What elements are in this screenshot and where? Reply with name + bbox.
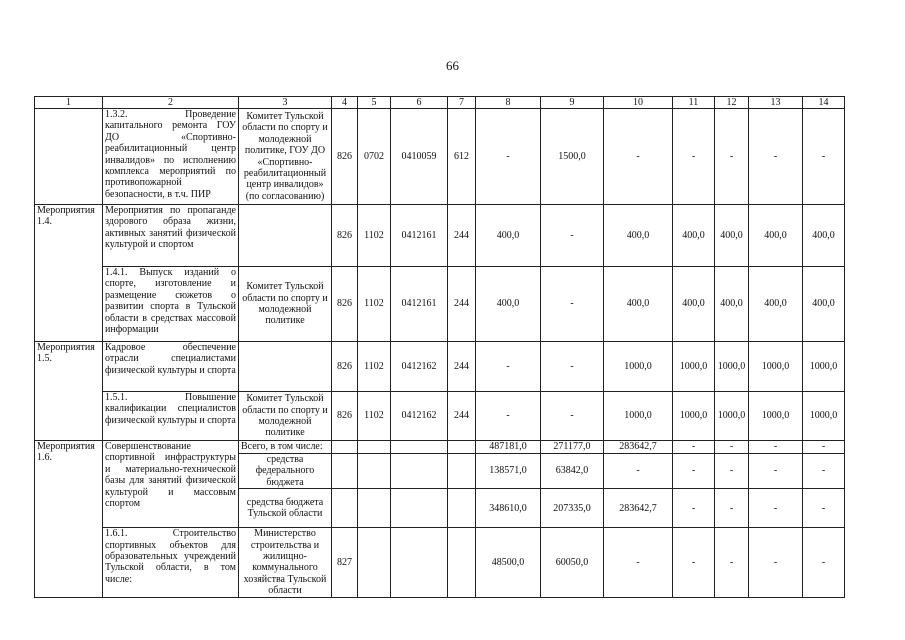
cell: 826 [332, 342, 358, 392]
col-header: 10 [604, 97, 673, 109]
executor-cell: средства федерального бюджета [239, 454, 332, 489]
cell: 400,0 [476, 205, 541, 267]
cell: - [749, 454, 803, 489]
cell [358, 528, 391, 597]
cell: 400,0 [749, 267, 803, 342]
cell: 0412162 [391, 342, 448, 392]
cell: 400,0 [673, 205, 715, 267]
cell: 400,0 [715, 267, 749, 342]
cell: 1102 [358, 392, 391, 441]
cell: 48500,0 [476, 528, 541, 597]
cell: 400,0 [604, 267, 673, 342]
empty-cell [35, 109, 103, 205]
table-row [35, 205, 845, 267]
cell: 400,0 [803, 205, 845, 267]
cell: - [715, 109, 749, 205]
cell: 1000,0 [604, 342, 673, 392]
cell: 400,0 [604, 205, 673, 267]
cell: 283642,7 [604, 441, 673, 454]
cell: 400,0 [715, 205, 749, 267]
cell [391, 489, 448, 528]
activity-name: 1.4.1. Выпуск изданий о спорте, изготовление и размещение сюжетов о развитии спорта в Тульской области в средствах массовой информации [103, 267, 239, 342]
activity-label: Мероприятия 1.6. [35, 441, 103, 598]
cell: - [541, 205, 604, 267]
cell: 826 [332, 109, 358, 205]
cell: - [476, 342, 541, 392]
cell: 827 [332, 528, 358, 597]
cell [332, 441, 358, 454]
cell: - [476, 392, 541, 441]
cell: - [476, 109, 541, 205]
cell: - [749, 109, 803, 205]
cell: 1000,0 [604, 392, 673, 441]
cell [358, 489, 391, 528]
cell: 1102 [358, 205, 391, 267]
cell: - [749, 441, 803, 454]
cell: - [749, 489, 803, 528]
cell: 1102 [358, 267, 391, 342]
table-row [35, 109, 845, 205]
cell: 1000,0 [803, 392, 845, 441]
activity-name: 1.3.2. Проведение капитального ремонта ГОУ ДО «Спортивно-реабилитационный центр инвалидов» по исполнению комплекса мероприятий по противопожарной безопасности, в т.ч. ПИР [103, 109, 239, 205]
cell: - [715, 528, 749, 597]
cell: 60050,0 [541, 528, 604, 597]
cell [448, 441, 476, 454]
cell [448, 454, 476, 489]
executor-cell [239, 342, 332, 392]
cell [448, 528, 476, 597]
cell: 1102 [358, 342, 391, 392]
cell [358, 454, 391, 489]
col-header: 3 [239, 97, 332, 109]
col-header: 6 [391, 97, 448, 109]
col-header: 4 [332, 97, 358, 109]
cell: 1000,0 [749, 392, 803, 441]
cell: - [673, 454, 715, 489]
executor-cell: Комитет Тульской области по спорту и молодежной политике [239, 267, 332, 342]
executor-cell: Министерство строительства и жилищно-коммунального хозяйства Тульской области [239, 528, 332, 597]
executor-cell [239, 205, 332, 267]
col-header: 12 [715, 97, 749, 109]
cell [391, 528, 448, 597]
cell: - [803, 528, 845, 597]
activity-name: Совершенствование спортивной инфраструктуры и материально-технической базы для занятий физической культурой и массовым спортом [103, 441, 239, 528]
cell: 0412162 [391, 392, 448, 441]
cell: 1000,0 [749, 342, 803, 392]
cell: 207335,0 [541, 489, 604, 528]
cell: - [673, 109, 715, 205]
cell: - [803, 441, 845, 454]
cell: 400,0 [673, 267, 715, 342]
activity-name: 1.6.1. Строительство спортивных объектов для образовательных учреждений Тульской области, в том числе: [103, 528, 239, 597]
cell: - [673, 489, 715, 528]
cell: 283642,7 [604, 489, 673, 528]
cell: 612 [448, 109, 476, 205]
cell: 0702 [358, 109, 391, 205]
cell: 1000,0 [803, 342, 845, 392]
cell: 244 [448, 205, 476, 267]
cell: - [541, 342, 604, 392]
cell: 400,0 [749, 205, 803, 267]
cell: 1000,0 [673, 342, 715, 392]
cell [358, 441, 391, 454]
cell: 244 [448, 342, 476, 392]
cell: 1000,0 [715, 392, 749, 441]
cell: 1000,0 [715, 342, 749, 392]
cell: - [541, 392, 604, 441]
cell: - [673, 441, 715, 454]
activity-name: 1.5.1. Повышение квалификации специалистов физической культуры и спорта [103, 392, 239, 441]
cell: - [604, 528, 673, 597]
cell [391, 441, 448, 454]
header-row [35, 97, 845, 109]
col-header: 14 [803, 97, 845, 109]
cell: 826 [332, 392, 358, 441]
cell: - [604, 454, 673, 489]
cell: - [541, 267, 604, 342]
cell [332, 454, 358, 489]
activity-label: Мероприятия 1.5. [35, 342, 103, 441]
table-row [35, 528, 845, 597]
activity-name: Кадровое обеспечение отрасли специалистами физической культуры и спорта [103, 342, 239, 392]
col-header: 9 [541, 97, 604, 109]
table-row [35, 441, 845, 454]
col-header: 5 [358, 97, 391, 109]
cell: 400,0 [476, 267, 541, 342]
cell: - [715, 441, 749, 454]
cell: 0412161 [391, 267, 448, 342]
cell: - [715, 454, 749, 489]
cell: 244 [448, 267, 476, 342]
cell [391, 454, 448, 489]
col-header: 1 [35, 97, 103, 109]
page-number: 66 [446, 58, 459, 73]
executor-cell: Комитет Тульской области по спорту и молодежной политике [239, 392, 332, 441]
col-header: 8 [476, 97, 541, 109]
table-row [35, 342, 845, 392]
table-row [35, 392, 845, 441]
cell: - [715, 489, 749, 528]
cell: - [604, 109, 673, 205]
table-row [35, 267, 845, 342]
col-header: 7 [448, 97, 476, 109]
cell: 826 [332, 267, 358, 342]
cell: 138571,0 [476, 454, 541, 489]
cell: 0412161 [391, 205, 448, 267]
cell: 826 [332, 205, 358, 267]
executor-cell: средства бюджета Тульской области [239, 489, 332, 528]
executor-cell: Комитет Тульской области по спорту и молодежной политике, ГОУ ДО «Спортивно-реабилитационный центр инвалидов» (по согласованию) [239, 109, 332, 205]
cell: - [749, 528, 803, 597]
cell [448, 489, 476, 528]
cell: - [803, 489, 845, 528]
activity-label: Мероприятия 1.4. [35, 205, 103, 342]
cell: 1000,0 [673, 392, 715, 441]
cell: 400,0 [803, 267, 845, 342]
cell: - [673, 528, 715, 597]
cell: - [803, 109, 845, 205]
col-header: 11 [673, 97, 715, 109]
cell: 487181,0 [476, 441, 541, 454]
cell: 271177,0 [541, 441, 604, 454]
activity-name: Мероприятия по пропаганде здорового образа жизни, активных занятий физической культурой и спортом [103, 205, 239, 267]
cell: - [803, 454, 845, 489]
program-table [34, 96, 845, 598]
cell: 348610,0 [476, 489, 541, 528]
executor-cell: Всего, в том числе: [239, 441, 332, 454]
col-header: 13 [749, 97, 803, 109]
cell: 63842,0 [541, 454, 604, 489]
col-header: 2 [103, 97, 239, 109]
cell [332, 489, 358, 528]
cell: 1500,0 [541, 109, 604, 205]
cell: 244 [448, 392, 476, 441]
cell: 0410059 [391, 109, 448, 205]
